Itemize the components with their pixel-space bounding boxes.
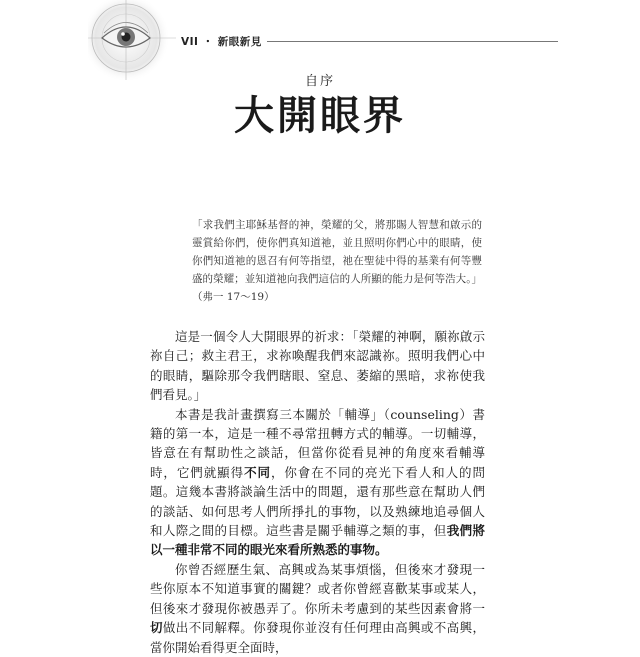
page-title: 大開眼界: [234, 93, 406, 139]
page-subtitle: 自序: [304, 74, 335, 89]
paragraph-2-bold-b: 我們將以一種非常不同的眼光來看所熟悉的事物。: [150, 523, 485, 558]
paragraph-3-bold: 切: [150, 620, 163, 636]
paragraph-2-text-b: ，你會在不同的亮光下看人和人的問題。這幾本書將談論生活中的問題，還有那些意在幫助人們的談話、如何思考人們所掙扎的事物，以及熟練地追尋個人和人際之間的目標。這些書是關乎輔導之類的事，但: [150, 464, 485, 539]
scripture-quote: [192, 216, 482, 306]
paragraph-1: 這是一個令人大開眼界的祈求：「榮耀的神啊，願祢啟示祢自己；救主君王，求祢喚醒我們來認識祢。照明我們心中的眼睛，驅除那令我們瞎眼、窒息、萎縮的黑暗，求祢使我們看見。」: [150, 329, 485, 403]
paragraph-2-bold-a: 不同: [244, 464, 271, 480]
chapter-header: VII ・ 新眼新見: [176, 34, 267, 49]
paragraph-3: [150, 560, 485, 657]
paragraph-3-text-b: 做出不同解釋。你發現你並沒有任何理由高興或不高興，當你開始看得更全面時，: [150, 620, 485, 655]
body-text: [150, 327, 485, 657]
quote-text: 「求我們主耶穌基督的神，榮耀的父，將那賜人智慧和啟示的靈賞給你們，使你們真知道祂，並且照明你們心中的眼睛，使你們知道祂的恩召有何等指望，祂在聖徒中得的基業有何等豐盛的榮耀；並知道祂向我們這信的人所顯的能力是何等浩大。」（弗一 17～19）: [192, 219, 482, 303]
paragraph-3-text-a: 你曾否經歷生氣、高興或為某事煩惱，但後來才發現一些你原本不知道事實的關鍵？或者你曾經喜歡某事或某人，但後來才發現你被愚弄了。你所未考慮到的某些因素會將一: [150, 561, 485, 616]
paragraph-2-text-a: 本書是我計畫撰寫三本關於「輔導」（counseling）書籍的第一本，這是一種不尋常扭轉方式的輔導。一切輔導，皆意在有幫助性之談話，但當你從看見神的角度來看輔導時，它們就顯得: [150, 406, 485, 480]
paragraph-2: [150, 405, 485, 560]
